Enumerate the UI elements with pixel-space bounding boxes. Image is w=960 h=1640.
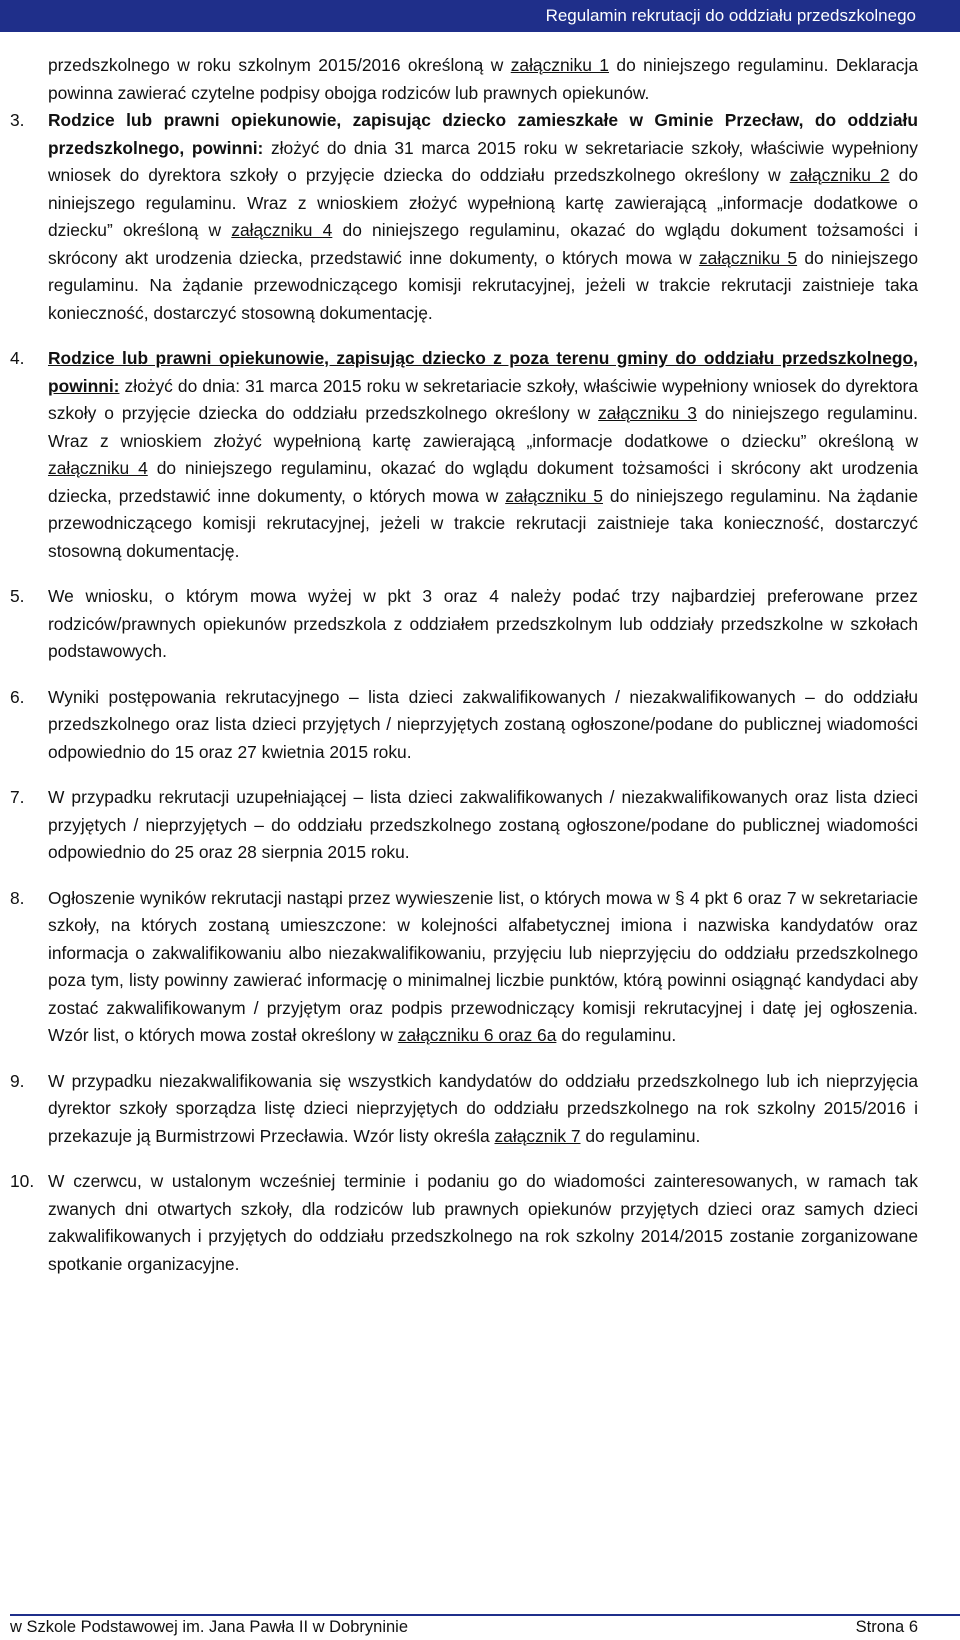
paragraph-number: 6. [10,686,25,707]
paragraph-number: 8. [10,887,25,908]
text: W przypadku rekrutacji uzupełniającej – lista dzieci zakwalifikowanych / niezakwalifikowanych oraz lista dzieci przyjętych / nieprzyjętych – do oddziału przedszkolnego zostaną ogłoszone/podane do publicznej wiadomości odpowiednio do 25 oraz 28 sierpnia 2015 roku. [48,787,918,862]
paragraph-heading: Rodzice lub prawni opiekunowie, zapisując dziecko zamieszkałe w Gminie Przecław, do oddziału przedszkolnego, powinni: [48,110,918,158]
paragraph-number: 5. [10,586,25,606]
page-footer [10,1618,918,1637]
attachment-link: załączniku 2 [789,165,890,185]
attachment-link: załączniku 5 [698,247,798,268]
text: Wyniki postępowania rekrutacyjnego – lista dzieci zakwalifikowanych / niezakwalifikowanych – do oddziału przedszkolnego oraz lista dzieci przyjętych / nieprzyjętych zostaną ogłoszone/podane do publicznej wiadomości odpowiednio do 15 oraz 27 kwietnia 2015 roku. [48,686,918,762]
attachment-link: załączniku 1 [510,55,609,75]
text: do regulaminu. [556,1025,677,1045]
paragraph-number: 9. [10,1070,25,1091]
text: złożyć do dnia 31 marca 2015 roku w sekretariacie szkoły, właściwie wypełniony wniosek do dyrektora szkoły o przyjęcie dziecka do oddziału przedszkolnego określony w [48,137,918,185]
text: do niniejszego regulaminu. Wraz z wnioskiem złożyć wypełnioną kartę zawierającą „informacje dodatkowe o dziecku” określoną w [48,165,918,240]
document-body [10,52,918,1278]
text: złożyć do dnia: 31 marca 2015 roku w sekretariacie szkoły, właściwie wypełniony wniosek do dyrektora szkoły o przyjęcie dziecka do oddziału przedszkolnego określony w [48,375,918,423]
attachment-link: załączniku 6 oraz 6a [397,1025,557,1045]
text: We wniosku, o którym mowa wyżej w pkt 3 oraz 4 należy podać trzy najbardziej preferowane przez rodziców/prawnych opiekunów przedszkola z oddziałem przedszkolnym lub oddziały przedszkolne w szkołach podstawowych. [48,586,918,661]
attachment-link: załącznik 7 [494,1125,581,1146]
text: do niniejszego regulaminu. Deklaracja powinna zawierać czytelne podpisy obojga rodziców lub prawnych opiekunów. [48,55,918,103]
paragraph-3 [10,107,918,327]
paragraph-number: 10. [10,1171,35,1191]
text: do niniejszego regulaminu. Wraz z wnioskiem złożyć wypełnioną kartę zawierającą „informacje dodatkowe o dziecku” określoną w [48,403,918,451]
attachment-link: załączniku 5 [505,485,603,506]
paragraph-number: 7. [10,787,25,807]
paragraph-number: 4. [10,348,25,368]
header-title: Regulamin rekrutacji do oddziału przedszkolnego [545,6,916,25]
page-number: Strona 6 [855,1618,918,1636]
text: W przypadku niezakwalifikowania się wszystkich kandydatów do oddziału przedszkolnego lub ich nieprzyjęcia dyrektor szkoły sporządza listę dzieci nieprzyjętych do oddziału przedszkolnego na rok szkolny 2015/2016 i przekazuje ją Burmistrzowi Przecławia. Wzór listy określa [48,1070,918,1146]
paragraph-intro [10,52,918,107]
text: do niniejszego regulaminu. Na żądanie przewodniczącego komisji rekrutacyjnej, jeżeli w trakcie rekrutacji zaistnieje taka konieczność, dostarczyć stosowną dokumentację. [48,485,918,561]
text: Ogłoszenie wyników rekrutacji nastąpi przez wywieszenie list, o których mowa w § 4 pkt 6 oraz 7 w sekretariacie szkoły, na których zostaną umieszczone: w kolejności alfabetycznej imiona i nazwiska kandydatów oraz informacja o zakwalifikowaniu albo niezakwalifikowaniu, przyjęciu lub nieprzyjęciu do oddziału przedszkolnego poza tym, listy powinny zawierać informację o minimalnej liczbie punktów, którą powinni osiągnąć kandydaci aby zostać zakwalifikowanym / przyjętym oraz podpis przewodniczący komisji rekrutacyjnej i datę jej ogłoszenia. Wzór list, o których mowa został określony w [48,887,918,1045]
paragraph-6 [10,684,918,767]
paragraph-5 [10,583,918,666]
paragraph-7 [10,784,918,867]
footer-divider [10,1614,960,1616]
paragraph-8 [10,885,918,1050]
paragraph-number: 3. [10,110,25,130]
text: przedszkolnego w roku szkolnym 2015/2016 określoną w [48,55,511,75]
text: W czerwcu, w ustalonym wcześniej terminie i podaniu go do wiadomości zainteresowanych, w ramach tak zwanych dni otwartych szkoły, dla rodziców lub prawnych opiekunów przyjętych dzieci oraz samych dzieci zakwalifikowanych i przyjętych do oddziału przedszkolnego na rok szkolny 2014/2015 zostanie zorganizowane spotkanie organizacyjne. [48,1171,918,1274]
paragraph-heading: Rodzice lub prawni opiekunowie, zapisując dziecko z poza terenu gminy do oddziału przedszkolnego, powinni: [48,348,918,396]
attachment-link: załączniku 3 [598,403,697,423]
paragraph-10 [10,1168,918,1278]
page-header [0,0,960,32]
text: do niniejszego regulaminu, okazać do wglądu dokument tożsamości i skrócony akt urodzenia dziecka, przedstawić inne dokumenty, o których mowa w [48,458,918,506]
text: do niniejszego regulaminu, okazać do wglądu dokument tożsamości i skrócony akt urodzenia dziecka, przedstawić inne dokumenty, o których mowa w [48,220,919,268]
text: do niniejszego regulaminu. Na żądanie przewodniczącego komisji rekrutacyjnej, jeżeli w trakcie rekrutacji zaistnieje taka konieczność, dostarczyć stosowną dokumentację. [48,247,918,323]
text: do regulaminu. [580,1125,701,1146]
attachment-link: załączniku 4 [231,220,333,240]
footer-school: w Szkole Podstawowej im. Jana Pawła II w Dobryninie [10,1618,409,1636]
attachment-link: załączniku 4 [48,458,148,478]
paragraph-4 [10,345,918,565]
paragraph-9 [10,1068,918,1151]
